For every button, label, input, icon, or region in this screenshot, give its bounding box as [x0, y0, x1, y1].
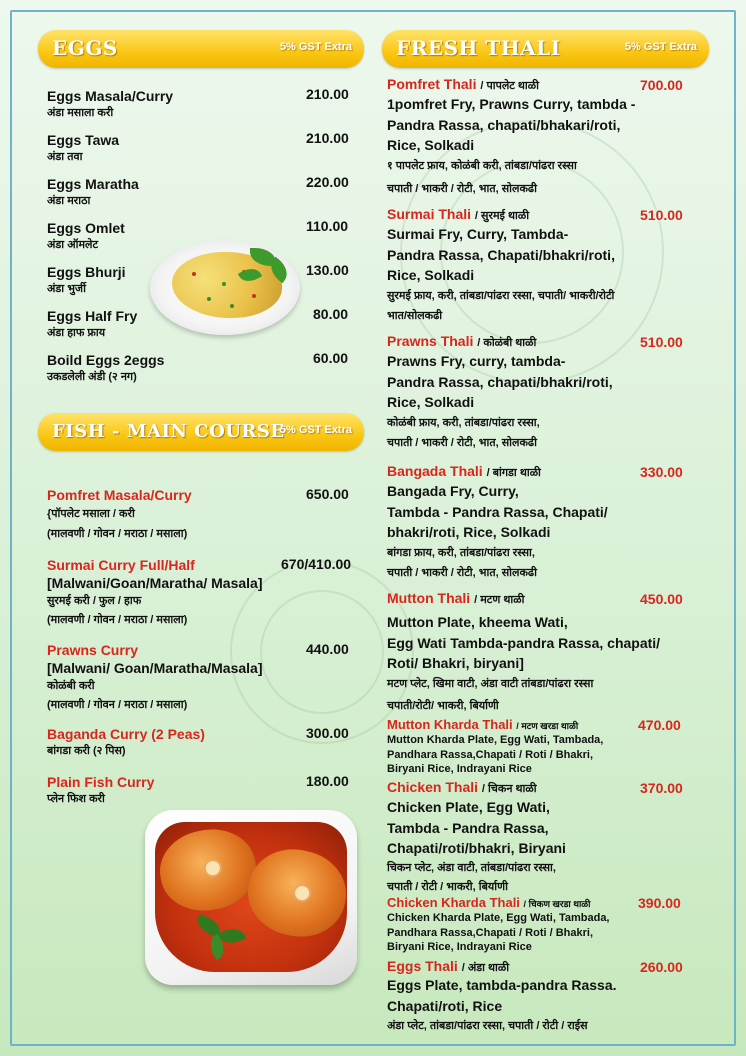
item-price: 260.00: [640, 959, 683, 975]
thali-item-chicken: Chicken Thali / चिकन थाळी: [387, 779, 537, 795]
thali-section-title: FRESH THALI: [396, 36, 561, 60]
eggs-section-header: [38, 30, 364, 68]
item-description: Chicken Kharda Plate, Egg Wati, Tambada, Pandhara Rassa,Chapati / Roti / Bhakri, Biryani Rice, Indrayani Rice: [387, 912, 610, 953]
item-price: 210.00: [306, 130, 349, 146]
menu-item-prawns-curry: Prawns Curry [Malwani/ Goan/Maratha/Masala] कोळंबी करी (मालवणी / गोवन / मराठा / मसाला): [47, 642, 263, 711]
item-description: Eggs Plate, tambda-pandra Rassa. Chapati/roti, Rice अंडा प्लेट, तांबडा/पांढरा रस्सा, चपाती / रोटी / राईस: [387, 977, 617, 1032]
item-price: 370.00: [640, 780, 683, 796]
item-price: 60.00: [313, 350, 349, 366]
menu-item-pomfret-masala: Pomfret Masala/Curry {पॉपलेट मसाला / करी (मालवणी / गोवन / मराठा / मसाला): [47, 487, 192, 540]
item-price: 180.00: [306, 773, 349, 789]
item-description: Chicken Plate, Egg Wati, Tambda - Pandra Rassa, Chapati/roti/bhakri, Biryani चिकन प्लेट, अंडा वाटी, तांबडा/पांढरा रस्सा, चपाती / रोटी / भाकरी, बिर्याणी: [387, 799, 566, 893]
menu-item-baganda-curry: Baganda Curry (2 Peas) बांगडा करी (२ पिस): [47, 726, 205, 757]
menu-item-eggs-half-fry: Eggs Half Fry अंडा हाफ फ्राय: [47, 308, 138, 339]
thali-item-mutton-kharda: Mutton Kharda Thali / मटण खरडा थाळी: [387, 717, 579, 732]
item-price: 440.00: [306, 641, 349, 657]
item-description: Bangada Fry, Curry, Tambda - Pandra Rassa, Chapati/ bhakri/roti, Rice, Solkadi बांगडा फ्राय, करी, तांबडा/पांढरा रस्सा, चपाती / भाकरी / रोटी, भात, सोलकढी: [387, 483, 608, 579]
thali-item-surmai: Surmai Thali / सुरमई थाळी: [387, 206, 530, 222]
item-price: 220.00: [306, 174, 349, 190]
thali-item-chicken-kharda: Chicken Kharda Thali / चिकण खरडा थाळी: [387, 895, 591, 910]
item-price: 700.00: [640, 77, 683, 93]
thali-item-eggs: Eggs Thali / अंडा थाळी: [387, 958, 510, 974]
item-price: 110.00: [306, 218, 349, 234]
gst-note: 5% GST Extra: [279, 424, 352, 436]
eggs-section-title: EGGS: [52, 36, 118, 60]
menu-item-eggs-maratha: Eggs Maratha अंडा मराठा: [47, 176, 139, 207]
thali-item-prawns: Prawns Thali / कोळंबी थाळी: [387, 333, 537, 349]
item-price: 210.00: [306, 86, 349, 102]
menu-item-plain-fish-curry: Plain Fish Curry प्लेन फिश करी: [47, 774, 155, 805]
thali-item-bangada: Bangada Thali / बांगडा थाळी: [387, 463, 541, 479]
item-price: 450.00: [640, 591, 683, 607]
item-description: 1pomfret Fry, Prawns Curry, tambda - Pandra Rassa, chapati/bhakari/roti, Rice, Solkadi १ पापलेट फ्राय, कोळंबी करी, तांबडा/पांढरा रस्सा चपाती / भाकरी / रोटी, भात, सोलकढी: [387, 96, 636, 195]
menu-item-eggs-tawa: Eggs Tawa अंडा तवा: [47, 132, 120, 163]
fish-section-title: FISH - MAIN COURSE: [52, 421, 285, 442]
item-price: 130.00: [306, 262, 349, 278]
item-price: 390.00: [638, 895, 681, 911]
item-price: 80.00: [313, 306, 349, 322]
gst-note: 5% GST Extra: [279, 41, 352, 53]
item-price: 510.00: [640, 207, 683, 223]
item-description: Prawns Fry, curry, tambda- Pandra Rassa, chapati/bhakri/roti, Rice, Solkadi कोळंबी फ्राय, करी, तांबडा/पांढरा रस्सा, चपाती / भाकरी / रोटी, भात, सोलकढी: [387, 353, 613, 449]
item-description: Mutton Kharda Plate, Egg Wati, Tambada, Pandhara Rassa,Chapati / Roti / Bhakri, Biryani Rice, Indrayani Rice: [387, 734, 604, 775]
menu-item-eggs-bhurji: Eggs Bhurji अंडा भुर्जी: [47, 264, 126, 295]
menu-item-boild-eggs: Boild Eggs 2eggs उकडलेली अंडी (२ नग): [47, 352, 165, 383]
thali-item-mutton: Mutton Thali / मटण थाळी: [387, 590, 525, 606]
item-price: 470.00: [638, 717, 681, 733]
item-price: 330.00: [640, 464, 683, 480]
menu-item-eggs-omlet: Eggs Omlet अंडा ऑमलेट: [47, 220, 125, 251]
item-price: 650.00: [306, 486, 349, 502]
item-price: 670/410.00: [281, 556, 352, 572]
item-price: 300.00: [306, 725, 349, 741]
fish-section-header: [38, 413, 364, 451]
item-description: Surmai Fry, Curry, Tambda- Pandra Rassa, Chapati/bhakri/roti, Rice, Solkadi सुरमई फ्राय, करी, तांबडा/पांढरा रस्सा, चपाती/ भाकरी/रोटी भात/सोलकढी: [387, 226, 615, 322]
item-description: Mutton Plate, kheema Wati, Egg Wati Tambda-pandra Rassa, chapati/ Roti/ Bhakri, biryani] मटण प्लेट, खिमा वाटी, अंडा वाटी तांबडा/पांढरा रस्सा चपाती/रोटी/ भाकरी, बिर्याणी: [387, 614, 661, 712]
menu-item-eggs-masala: Eggs Masala/Curry अंडा मसाला करी: [47, 88, 174, 119]
thali-item-pomfret: Pomfret Thali / पापलेट थाळी: [387, 76, 539, 92]
menu-item-surmai-curry: Surmai Curry Full/Half [Malwani/Goan/Maratha/ Masala] सुरमई करी / फुल / हाफ (मालवणी / गोवन / मराठा / मसाला): [47, 557, 263, 626]
item-price: 510.00: [640, 334, 683, 350]
thali-section-header: [382, 30, 709, 68]
gst-note: 5% GST Extra: [624, 41, 697, 53]
